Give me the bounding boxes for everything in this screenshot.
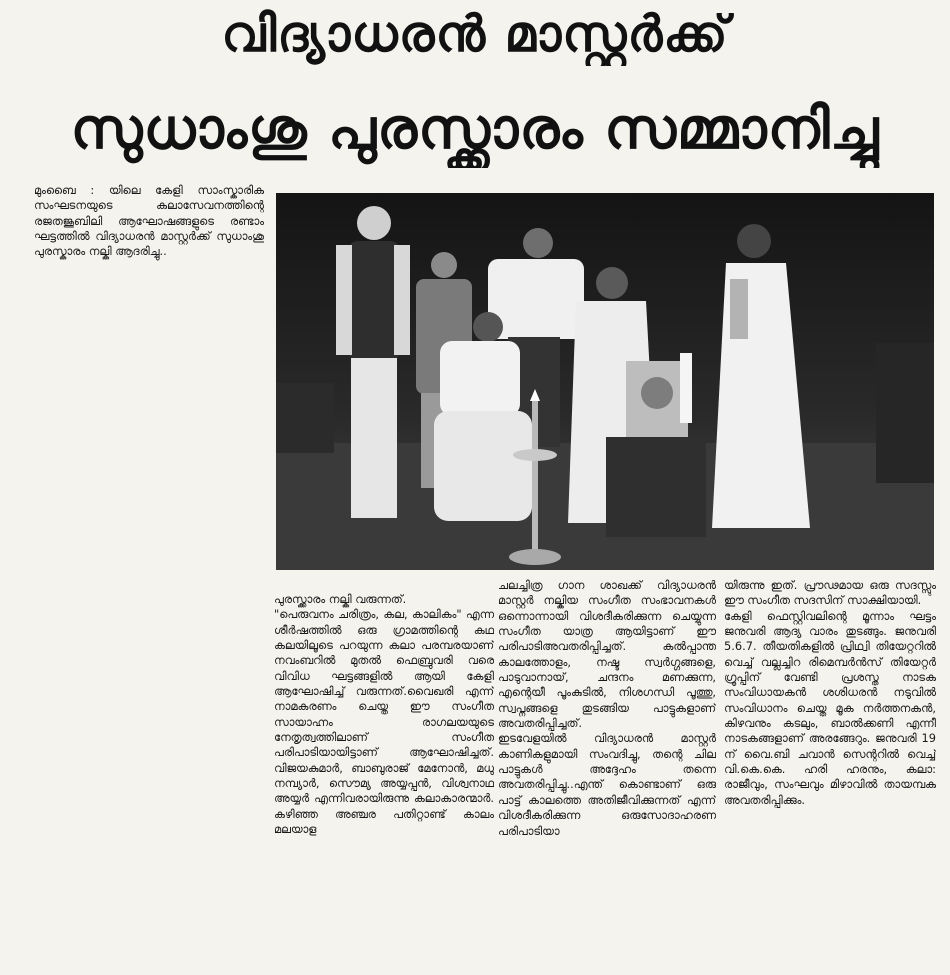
article-column-1: [34, 183, 264, 968]
column-4-paragraph-2: കേളി ഫെസ്റ്റിവലിന്റെ മൂന്നാം ഘട്ടം ജനുവരി ആദ്യ വാരം തുടങ്ങും. ജനുവരി 5.6.7. തീയതികളിൽ പ്രിഥ്വി തിയേറ്ററിൽ വെച്ച് വല്ലച്ചിറ രിമെമ്പർൻസ് തിയേറ്റർ ഗ്രൂപ്പിന് വേണ്ടി പ്രശസ്ത നാടക സംവിധായകൻ ശശിധരൻ നടുവിൽ സംവിധാനം ചെയ്ത മൂക നർത്തനകൻ, കിഴവനും കടലും, ബാൽക്കണി എന്നീ നാടകങ്ങളാണ് അരങ്ങേറും. ജനുവരി 19 ന് വൈ.ബി ചവാൻ സെന്ററിൽ വെച്ച് വി.കെ.കെ. ഹരി ഹരനും, കലാ: രാജീവും, സംഘവും മിഴാവിൽ തായമ്പക അവതരിപ്പിക്കും.: [724, 608, 936, 807]
headline-line-1: വിദ്യാധരൻ മാസ്റ്റർക്ക്: [221, 5, 729, 63]
column-1-paragraph-1: മുംബൈ : യിലെ കേളി സാംസ്കാരിക സംഘടനയുടെ കലാസേവനത്തിന്റെ രജതജൂബിലി ആഘോഷങ്ങളുടെ രണ്ടാം ഘട്ടത്തിൽ വിദ്യാധരൻ മാസ്റ്റർക്ക് സുധാംശു പുരസ്കാരം നല്കി ആദരിച്ചു..: [34, 183, 264, 259]
article-column-2: [274, 592, 494, 970]
column-2-paragraph-1: പുരസ്ക്കാരം നല്കി വരുന്നത്.: [274, 592, 407, 606]
column-3-paragraph-1: ചലച്ചിത്ര ഗാന ശാഖക്ക് വിദ്യാധരൻ മാസ്റ്റർ നല്കിയ സംഗീത സംഭാവനകൾ ഒന്നൊന്നായി വിശദീകരിക്കുന്ന ചെയ്യുന്ന സംഗീത യാത്ര ആയിട്ടാണ് ഈ പരിപാടിഅവതരിപ്പിച്ചത്. കൽപ്പാന്ത കാലത്തോളം, നഷ്ട സ്വർഗ്ഗങ്ങളെ, പാടുവാനായ്, ചന്ദനം മണക്കുന്ന, എന്റെയീ പൂംകുടിൽ, നിശഗന്ധി പൂത്തു, സ്വപ്നങ്ങളെ തുടങ്ങിയ പാട്ടുകളാണ് അവതരിപ്പിച്ചത്.: [498, 578, 716, 731]
headline-line-2: സുധാംശു പുരസ്ക്കാരം സമ്മാനിച്ചു: [70, 97, 880, 162]
column-2-paragraph-2: "പെരുവനം ചരിത്രം, കല, കാലികം" എന്ന ശീർഷത്തിൽ ഒരു ഗ്രാമത്തിന്റെ കഥ കലയിലൂടെ പറയുന്ന കലാ പരമ്പരയാണ് നവംബറിൽ മുതൽ ഫെബ്രുവരി വരെ വിവിധ ഘട്ടങ്ങളിൽ ആയി കേളി ആഘോഷിച്ച് വരുന്നത്.വൈഖരി എന്ന് നാമകരണം ചെയ്ത ഈ സംഗീത സായാഹ്നം രാഗലയയുടെ നേതൃത്വത്തിലാണ് സംഗീത പരിപാടിയായിട്ടാണ് ആഘോഷിച്ചത്. വിജയകുമാർ, ബാബുരാജ് മേനോൻ, മധു നമ്പ്യാർ, സൌമ്യ അയ്യപ്പൻ, വിശ്വനാഥ അയ്യർ എന്നിവരായിരുന്നു കലാകാരന്മാർ. കഴിഞ്ഞ അഞ്ചര പതിറ്റാണ്ട് കാലം മലയാള: [274, 607, 494, 837]
column-4-paragraph-1: യിരുന്നു ഇത്. പ്രൗഢമായ ഒരു സദസ്സും ഈ സംഗീത സദസിന് സാക്ഷിയായി.: [724, 578, 936, 608]
article-column-4: [724, 578, 936, 970]
column-3-paragraph-2: ഇടവേളയിൽ വിദ്യാധരൻ മാസ്റ്റർ കാണികളുമായി സംവദിച്ചു, തന്റെ ചില പാട്ടുകൾ അദ്ദേഹം തന്നെ അവതരിപ്പിച്ചു..എന്ത് കൊണ്ടാണ് ഒരു പാട്ട് കാലത്തെ അതിജീവിക്കുന്നത് എന്ന് വിശദീകരിക്കുന്ന ഒരുസോദാഹരണ പരിപാടിയാ: [498, 731, 716, 838]
event-photo: [276, 193, 934, 570]
event-photo-image: [276, 193, 934, 570]
article-column-3: [498, 578, 716, 970]
